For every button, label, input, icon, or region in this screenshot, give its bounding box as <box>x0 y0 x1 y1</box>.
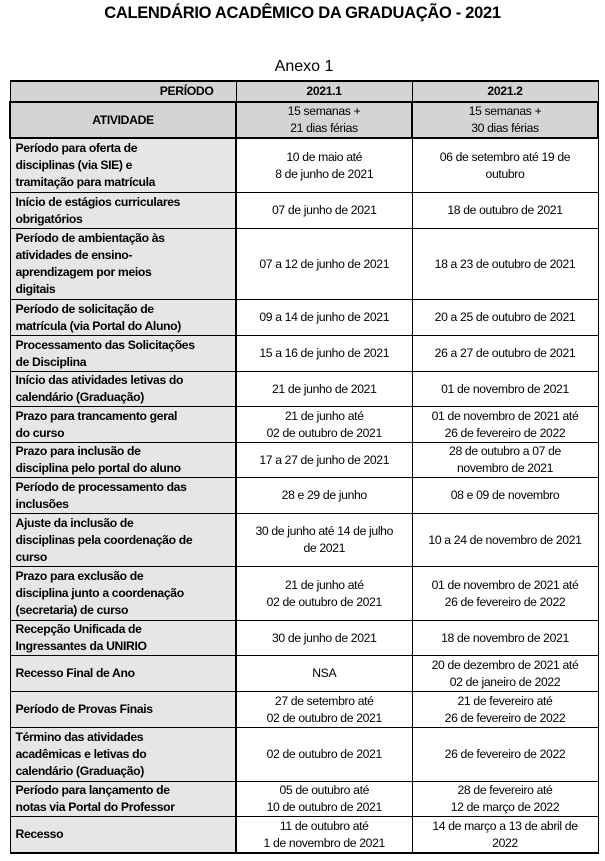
table-row <box>10 514 598 567</box>
table-row <box>10 229 598 300</box>
semester-1-date: 05 de outubro até 10 de outubro de 2021 <box>236 782 412 817</box>
table-row <box>10 692 598 728</box>
table-row <box>10 300 598 336</box>
activity-cell: Prazo para inclusão de disciplina pelo portal do aluno <box>10 443 236 478</box>
table-row <box>10 193 598 229</box>
semester-1-date: 15 a 16 de junho de 2021 <box>236 336 412 372</box>
activity-cell: Período de processamento das inclusões <box>10 478 236 514</box>
semester-1-date: 10 de maio até 8 de junho de 2021 <box>236 138 412 193</box>
semester-2-date: 01 de novembro de 2021 até 26 de fevereiro de 2022 <box>412 567 598 621</box>
semester-2-date: 10 a 24 de novembro de 2021 <box>412 514 598 567</box>
activity-cell: Início das atividades letivas do calendário (Graduação) <box>10 372 236 407</box>
semester-2-date: 01 de novembro de 2021 <box>412 372 598 407</box>
semester-1-date: 07 de junho de 2021 <box>236 193 412 229</box>
semester-1-date: 09 a 14 de junho de 2021 <box>236 300 412 336</box>
table-row <box>10 443 598 478</box>
activity-cell: Prazo para trancamento geral do curso <box>10 407 236 443</box>
semester-1-date: 27 de setembro até 02 de outubro de 2021 <box>236 692 412 728</box>
activity-cell: Prazo para exclusão de disciplina junto a coordenação (secretaria) de curso <box>10 567 236 621</box>
semester-2-date: 28 de fevereiro até 12 de março de 2022 <box>412 782 598 817</box>
table-row <box>10 656 598 692</box>
semester-2-date: 21 de fevereiro até 26 de fevereiro de 2022 <box>412 692 598 728</box>
activity-cell: Período de solicitação de matrícula (via Portal do Aluno) <box>10 300 236 336</box>
document-title: CALENDÁRIO ACADÊMICO DA GRADUAÇÃO - 2021 <box>104 4 501 22</box>
semester-2-date: 08 e 09 de novembro <box>412 478 598 514</box>
semester-2-date: 26 a 27 de outubro de 2021 <box>412 336 598 372</box>
table-row <box>10 478 598 514</box>
academic-calendar-table <box>9 80 599 854</box>
header-row-period <box>10 81 598 102</box>
semester-1-date: 21 de junho até 02 de outubro de 2021 <box>236 407 412 443</box>
semester-1-date: 11 de outubro até 1 de novembro de 2021 <box>236 817 412 854</box>
activity-cell: Término das atividades acadêmicas e letivas do calendário (Graduação) <box>10 728 236 782</box>
activity-cell: Período de Provas Finais <box>10 692 236 728</box>
semester-2-date: 20 de dezembro de 2021 até 02 de janeiro de 2022 <box>412 656 598 692</box>
header-semester-2: 2021.2 <box>412 81 598 102</box>
semester-2-date: 26 de fevereiro de 2022 <box>412 728 598 782</box>
table-row <box>10 138 598 193</box>
semester-2-date: 06 de setembro até 19 de outubro <box>412 138 598 193</box>
semester-1-date: 21 de junho até 02 de outubro de 2021 <box>236 567 412 621</box>
semester-1-date: 21 de junho de 2021 <box>236 372 412 407</box>
table-row <box>10 407 598 443</box>
semester-1-date: 30 de junho até 14 de julho de 2021 <box>236 514 412 567</box>
semester-2-date: 18 de outubro de 2021 <box>412 193 598 229</box>
table-row <box>10 372 598 407</box>
semester-2-date: 14 de março a 13 de abril de 2022 <box>412 817 598 854</box>
activity-cell: Recesso <box>10 817 236 854</box>
semester-2-date: 18 a 23 de outubro de 2021 <box>412 229 598 300</box>
activity-cell: Período de ambientação às atividades de ensino- aprendizagem por meios digitais <box>10 229 236 300</box>
activity-cell: Recepção Unificada de Ingressantes da UNIRIO <box>10 621 236 656</box>
activity-cell: Ajuste da inclusão de disciplinas pela coordenação de curso <box>10 514 236 567</box>
header-period: PERÍODO <box>10 81 236 102</box>
annex-label: Anexo 1 <box>274 58 334 75</box>
semester-2-date: 01 de novembro de 2021 até 26 de fevereiro de 2022 <box>412 407 598 443</box>
table-row <box>10 728 598 782</box>
semester-2-duration: 15 semanas + 30 dias férias <box>412 102 598 138</box>
semester-1-date: 02 de outubro de 2021 <box>236 728 412 782</box>
activity-cell: Processamento das Solicitações de Disciplina <box>10 336 236 372</box>
semester-1-duration: 15 semanas + 21 dias férias <box>236 102 412 138</box>
semester-1-date: 17 a 27 de junho de 2021 <box>236 443 412 478</box>
semester-1-date: 28 e 29 de junho <box>236 478 412 514</box>
activity-cell: Período para lançamento de notas via Portal do Professor <box>10 782 236 817</box>
activity-cell: Início de estágios curriculares obrigatórios <box>10 193 236 229</box>
semester-2-date: 28 de outubro a 07 de novembro de 2021 <box>412 443 598 478</box>
semester-2-date: 20 a 25 de outubro de 2021 <box>412 300 598 336</box>
table-row <box>10 567 598 621</box>
table-row <box>10 621 598 656</box>
header-activity: ATIVIDADE <box>10 102 236 138</box>
table-row <box>10 817 598 854</box>
semester-1-date: 30 de junho de 2021 <box>236 621 412 656</box>
semester-1-date: 07 a 12 de junho de 2021 <box>236 229 412 300</box>
header-row-activity <box>10 102 598 138</box>
semester-2-date: 18 de novembro de 2021 <box>412 621 598 656</box>
header-semester-1: 2021.1 <box>236 81 412 102</box>
activity-cell: Recesso Final de Ano <box>10 656 236 692</box>
table-row <box>10 336 598 372</box>
activity-cell: Período para oferta de disciplinas (via SIE) e tramitação para matrícula <box>10 138 236 193</box>
table-row <box>10 782 598 817</box>
semester-1-date: NSA <box>236 656 412 692</box>
